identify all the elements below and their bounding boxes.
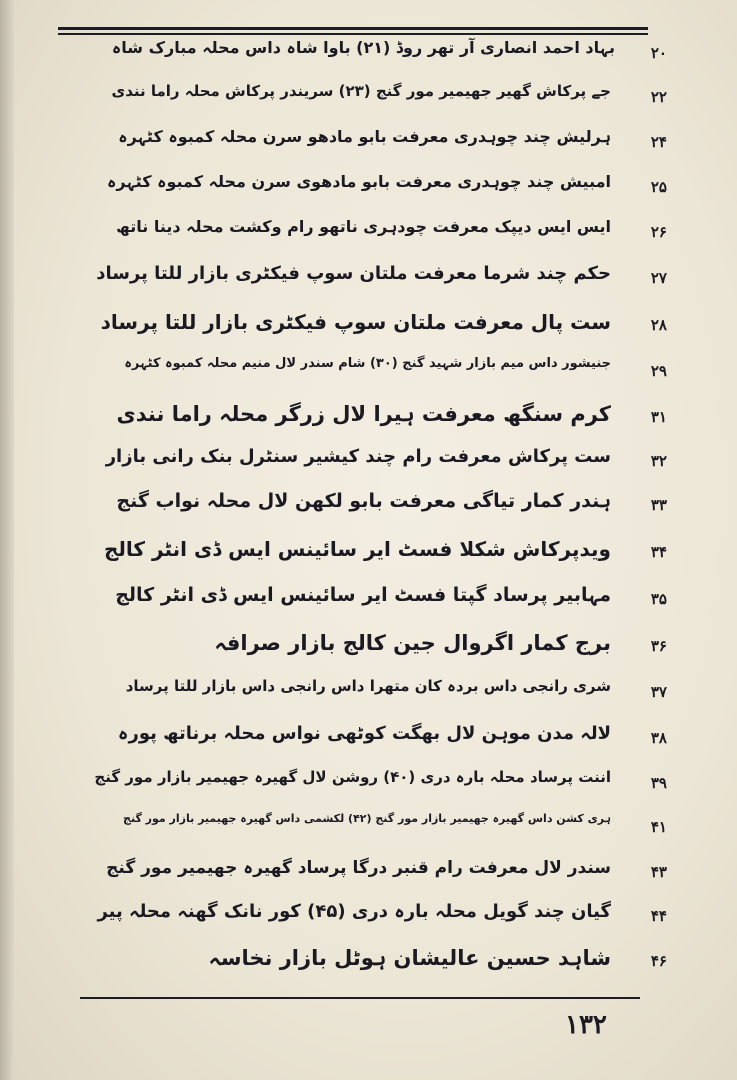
entry-text: امبیش چند چوہدری معرفت بابو مادھوی سرن محلہ کمبوہ کٹہرہ [106, 172, 611, 191]
entry-text: ویدپرکاش شکلا فسٹ ایر سائینس ایس ڈی انٹر کالج [104, 537, 611, 561]
entry-number: ۲۰ [650, 44, 667, 62]
list-entry [90, 310, 667, 346]
list-entry [90, 812, 667, 848]
entry-text: اننت پرساد محلہ بارہ دری (۴۰) روشن لال گھیرہ جھیمیر بازار مور گنج [94, 768, 611, 786]
entry-text: حکم چند شرما معرفت ملتان سوپ فیکٹری بازار للتا پرساد [96, 263, 611, 284]
entry-text: مہابیر پرساد گپتا فسٹ ایر سائینس ایس ڈی انٹر کالج [115, 584, 611, 606]
entry-text: ہرلیش چند چوہدری معرفت بابو مادھو سرن محلہ کمبوہ کٹہرہ [118, 127, 611, 146]
list-entry [90, 446, 667, 482]
entry-text: برج کمار اگروال جین کالج بازار صرافہ [214, 631, 611, 655]
list-entry [90, 38, 667, 74]
entry-text: جے پرکاش گھیر جھیمیر مور گنج (۲۳) سریندر پرکاش محلہ راما نندی [111, 82, 611, 100]
entry-number: ۳۲ [650, 452, 667, 470]
entry-number: ۲۸ [650, 316, 667, 334]
entry-number: ۳۱ [650, 408, 667, 426]
entry-text: شری رانجی داس بردہ کان متھرا داس رانجی داس بازار للتا پرساد [125, 677, 611, 695]
entry-number: ۲۲ [650, 88, 667, 106]
entry-text: جنیشور داس میم بازار شہید گنج (۳۰) شام سندر لال منیم محلہ کمبوہ کٹہرہ [124, 356, 611, 371]
entry-number: ۳۵ [650, 590, 667, 608]
list-entry [90, 172, 667, 208]
entry-text: لالہ مدن موہن لال بھگت کوٹھی نواس محلہ برناتھ پورہ [117, 723, 611, 744]
list-entry [90, 584, 667, 620]
entry-text: گیان چند گویل محلہ بارہ دری (۴۵) کور نانک گھنہ محلہ پیر [97, 901, 611, 922]
list-entry [90, 127, 667, 163]
entry-number: ۳۸ [650, 729, 667, 747]
entry-number: ۴۶ [650, 952, 667, 970]
list-entry [90, 263, 667, 299]
entry-number: ۲۶ [650, 223, 667, 241]
list-entry [90, 857, 667, 893]
entry-number: ۲۷ [650, 269, 667, 287]
entry-text: سندر لال معرفت رام قنبر درگا پرساد گھیرہ جھیمیر مور گنج [106, 858, 611, 878]
list-entry [90, 901, 667, 937]
list-entry [90, 946, 667, 982]
list-entry [90, 356, 667, 392]
entry-number: ۴۴ [650, 907, 667, 925]
list-entry [90, 217, 667, 253]
list-entry [90, 768, 667, 804]
entry-number: ۳۷ [650, 683, 667, 701]
entry-number: ۴۱ [650, 818, 667, 836]
list-entry [90, 402, 667, 438]
entry-number: ۳۹ [650, 774, 667, 792]
bottom-rule [80, 997, 640, 999]
entry-number: ۳۴ [650, 543, 667, 561]
entry-text: ست پرکاش معرفت رام چند کیشیر سنٹرل بنک رانی بازار [105, 446, 611, 467]
entry-text: بہاد احمد انصاری آر تھر روڈ (۲۱) باوا شاہ داس محلہ مبارک شاہ [111, 38, 615, 57]
entry-text: ایس ایس دیپک معرفت چودہری ناتھو رام وکشت محلہ دینا ناتھ [116, 217, 611, 236]
entry-text: ہندر کمار تیاگی معرفت بابو لکھن لال محلہ نواب گنج [116, 490, 611, 512]
entry-text: کرم سنگھ معرفت ہیرا لال زرگر محلہ راما نندی [116, 402, 611, 426]
list-entry [90, 490, 667, 526]
list-entry [90, 723, 667, 759]
entry-number: ۳۳ [650, 496, 667, 514]
list-entry [90, 677, 667, 713]
entry-text: ہری کشن داس گھیرہ جھیمیر بازار مور گنج (۴۲) لکشمی داس گھیرہ جھیمیر بازار مور گنج [123, 812, 611, 825]
entry-number: ۴۳ [650, 863, 667, 881]
page-number: ۱۳۲ [565, 1010, 607, 1040]
entry-text: شاہد حسین عالیشان ہوٹل بازار نخاسہ [208, 946, 611, 970]
entry-number: ۲۵ [650, 178, 667, 196]
entry-number: ۲۹ [650, 362, 667, 380]
list-entry [90, 631, 667, 667]
entry-number: ۲۴ [650, 133, 667, 151]
list-entry [90, 82, 667, 118]
list-entry [90, 537, 667, 573]
entry-text: ست پال معرفت ملتان سوپ فیکٹری بازار للتا پرساد [100, 310, 611, 334]
entry-number: ۳۶ [650, 637, 667, 655]
